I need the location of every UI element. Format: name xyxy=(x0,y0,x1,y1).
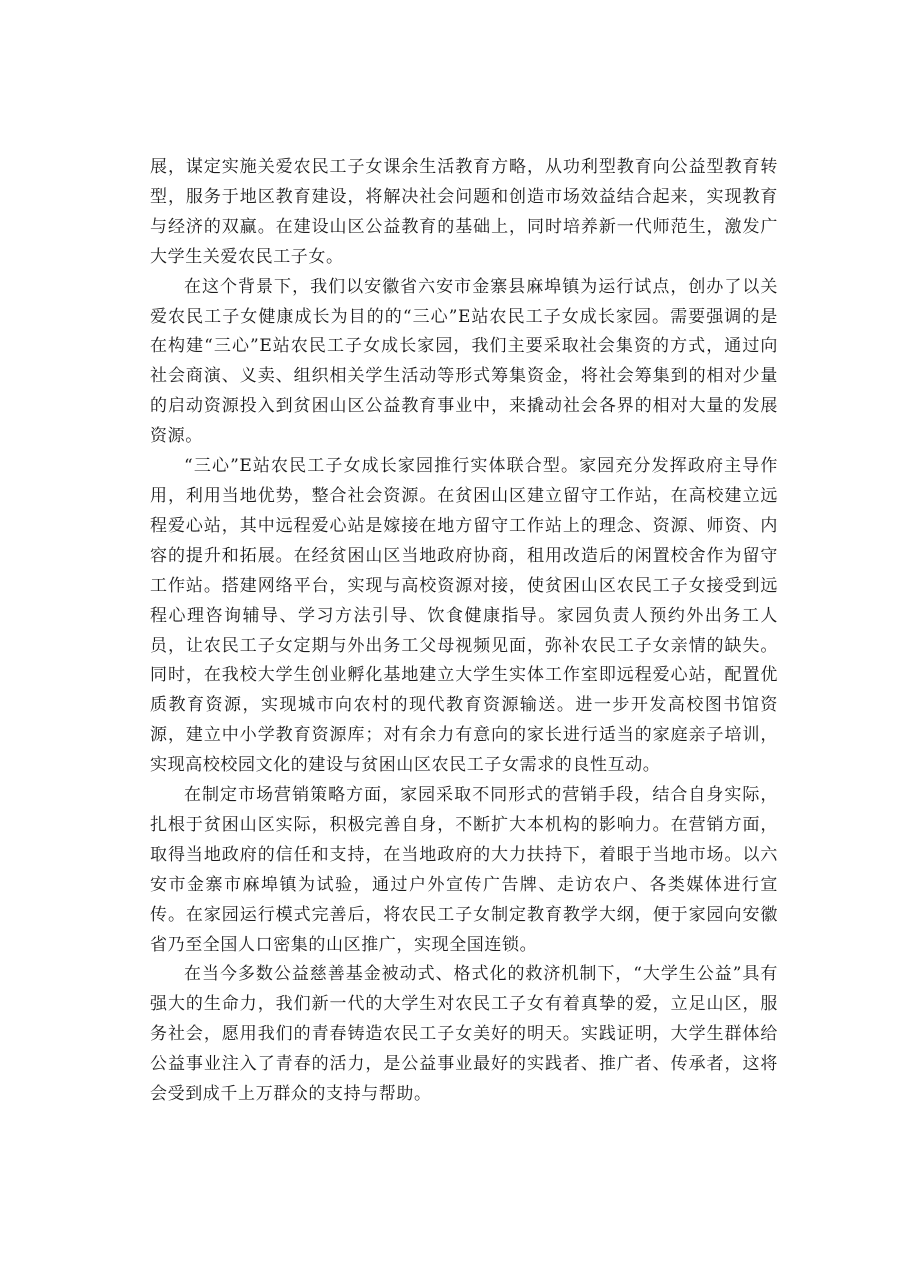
paragraph-conclusion: 在当今多数公益慈善基金被动式、格式化的救济机制下，“大学生公益”具有强大的生命力，我们新一代的大学生对农民工子女有着真挚的爱，立足山区，服务社会，愿用我们的青春铸造农民工子女美好的明天。实践证明，大学生群体给公益事业注入了青春的活力，是公益事业最好的实践者、推广者、传承者，这将会受到成千上万群众的支持与帮助。 xyxy=(150,964,778,1105)
paragraph-background: 在这个背景下，我们以安徽省六安市金寨县麻埠镇为运行试点，创办了以关爱农民工子女健康成长为目的的“三心”E站农民工子女成长家园。需要强调的是在构建“三心”E站农民工子女成长家园，我们主要采取社会集资的方式，通过向社会商演、义卖、组织相关学生活动等形式筹集资金，将社会筹集到的相对少量的启动资源投入到贫困山区公益教育事业中，来撬动社会各界的相对大量的发展资源。 xyxy=(150,276,778,447)
paragraph-marketing: 在制定市场营销策略方面，家园采取不同形式的营销手段，结合自身实际，扎根于贫困山区实际，积极完善自身，不断扩大本机构的影响力。在营销方面，取得当地政府的信任和支持，在当地政府的大力扶持下，着眼于当地市场。以六安市金寨市麻埠镇为试验，通过户外宣传广告牌、走访农户、各类媒体进行宣传。在家园运行模式完善后，将农民工子女制定教育教学大纲，便于家园向安徽省乃至全国人口密集的山区推广，实现全国连锁。 xyxy=(150,785,778,955)
document-body xyxy=(150,153,778,1110)
paragraph-operation-model: “三心”E站农民工子女成长家园推行实体联合型。家园充分发挥政府主导作用，利用当地优势，整合社会资源。在贫困山区建立留守工作站，在高校建立远程爱心站，其中远程爱心站是嫁接在地方留守工作站上的理念、资源、师资、内容的提升和拓展。在经贫困山区当地政府协商，租用改造后的闲置校舍作为留守工作站。搭建网络平台，实现与高校资源对接，使贫困山区农民工子女接受到远程心理咨询辅导、学习方法引导、饮食健康指导。家园负责人预约外出务工人员，让农民工子女定期与外出务工父母视频见面，弥补农民工子女亲情的缺失。同时，在我校大学生创业孵化基地建立大学生实体工作室即远程爱心站，配置优质教育资源，实现城市向农村的现代教育资源输送。进一步开发高校图书馆资源，建立中小学教育资源库；对有余力有意向的家长进行适当的家庭亲子培训，实现高校校园文化的建设与贫困山区农民工子女需求的良性互动。 xyxy=(150,456,778,776)
paragraph-continued: 展，谋定实施关爱农民工子女课余生活教育方略，从功利型教育向公益型教育转型，服务于地区教育建设，将解决社会问题和创造市场效益结合起来，实现教育与经济的双赢。在建设山区公益教育的基础上，同时培养新一代师范生，激发广大学生关爱农民工子女。 xyxy=(150,157,778,267)
